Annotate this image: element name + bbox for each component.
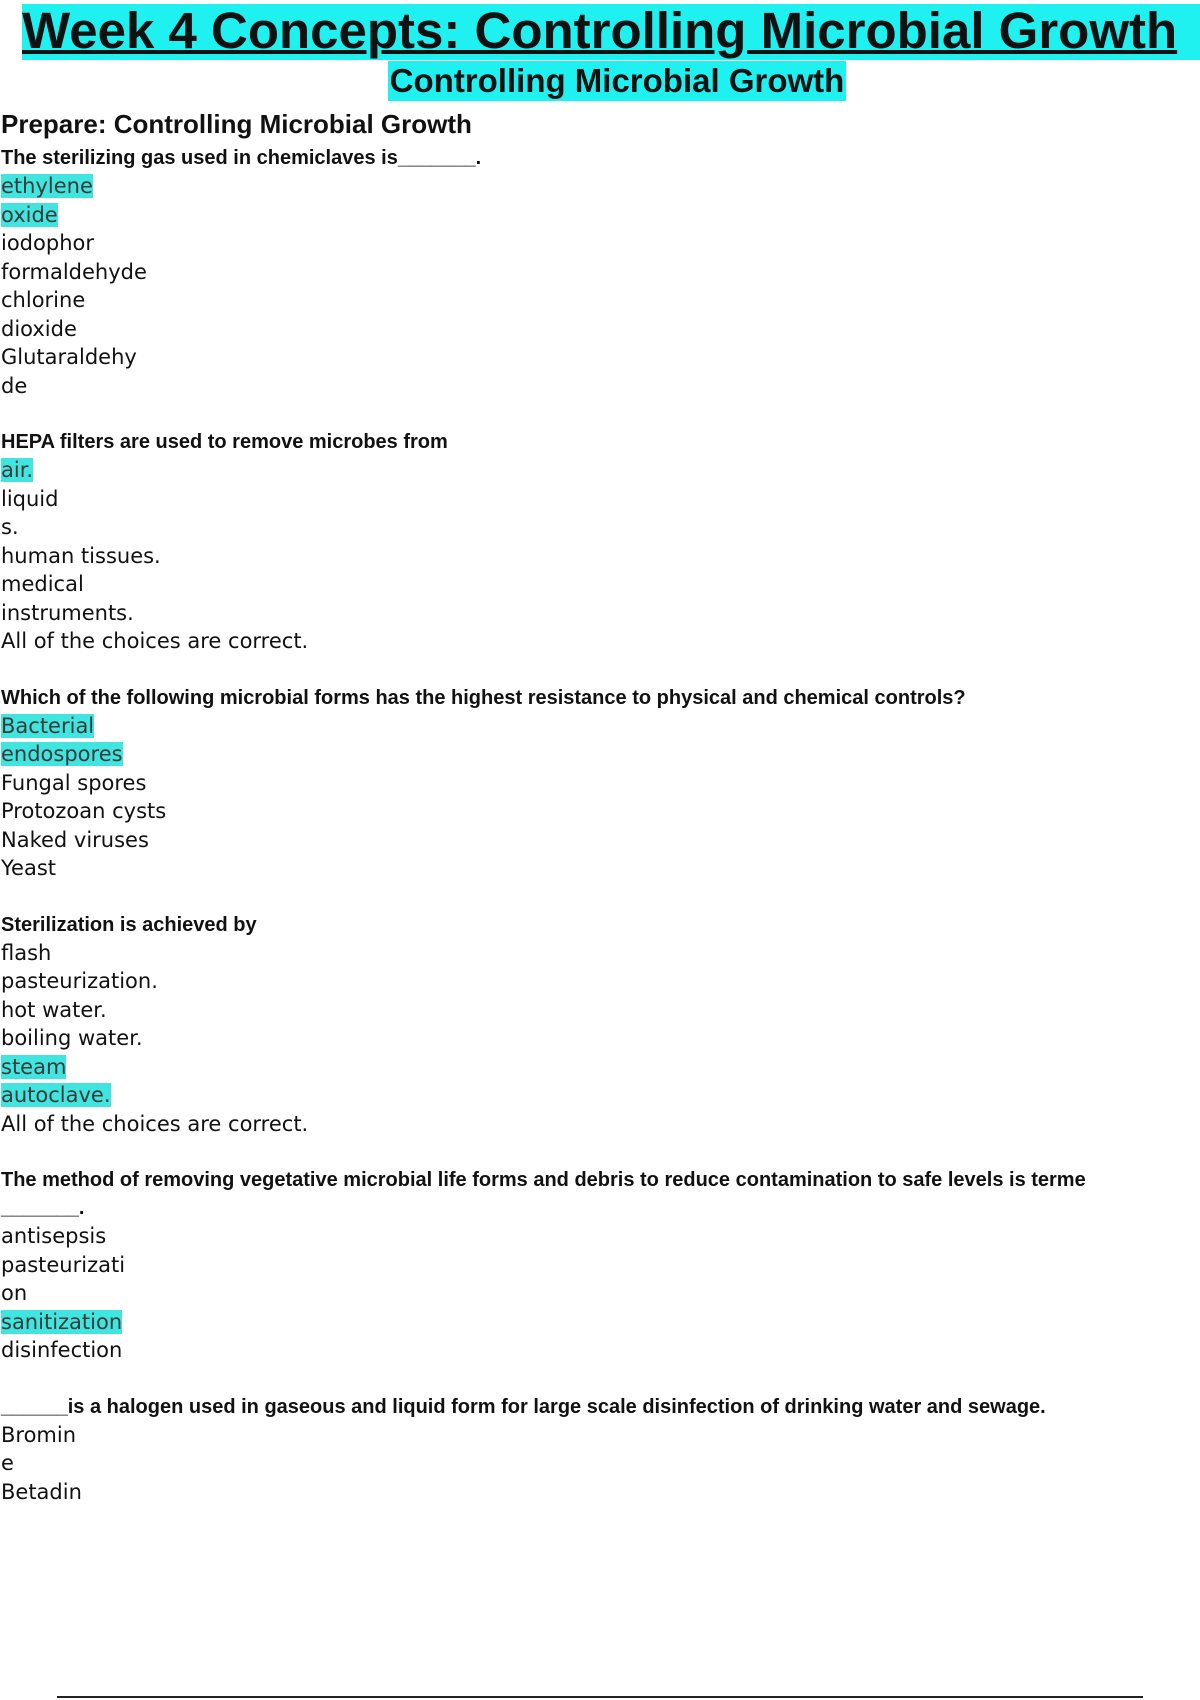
choice-text: boiling water.	[1, 1026, 143, 1050]
answer-choice	[1, 343, 1200, 372]
choice-text: pasteurizati	[1, 1252, 126, 1277]
document-content	[1, 106, 1200, 1534]
question-text: Which of the following microbial forms has the highest resistance to physical and chemical controls?	[1, 686, 966, 709]
choice-text: sanitization	[1, 1309, 123, 1334]
answer-choice	[1, 627, 1200, 656]
answer-choice	[1, 996, 1200, 1025]
choice-text: All of the choices are correct.	[1, 629, 309, 653]
choice-text: s.	[1, 515, 19, 539]
answer-choice	[1, 1024, 1200, 1053]
answer-choice-correct	[1, 1081, 1200, 1110]
choice-text: Betadin	[1, 1479, 82, 1504]
answer-choice-correct	[1, 712, 1200, 741]
answer-choice	[1, 286, 1200, 315]
choice-text: antisepsis	[1, 1224, 107, 1248]
answer-choice-correct	[1, 740, 1200, 769]
choice-text: disinfection	[1, 1338, 123, 1362]
answer-choice	[1, 485, 1200, 514]
answer-choice-correct	[1, 172, 1200, 201]
answer-choice	[1, 1336, 1200, 1365]
choice-text: liquid	[1, 486, 59, 511]
answer-choice	[1, 229, 1200, 258]
answer-choice	[1, 1279, 1200, 1308]
answer-choice	[1, 854, 1200, 883]
answer-choice	[1, 315, 1200, 344]
choice-text: oxide	[1, 202, 58, 227]
answer-choice	[1, 570, 1200, 599]
choice-text: autoclave.	[1, 1083, 111, 1107]
answer-choice-correct	[1, 201, 1200, 230]
answer-choice	[1, 372, 1200, 401]
choice-text: Glutaraldehy	[1, 345, 137, 369]
question-text: HEPA filters are used to remove microbes from	[1, 431, 448, 453]
page-subtitle: Controlling Microbial Growth	[389, 62, 845, 99]
choice-text: e	[1, 1451, 14, 1475]
question-text: Sterilization is achieved by	[1, 913, 257, 936]
answer-choice	[1, 599, 1200, 628]
choice-text: Yeast	[1, 856, 57, 880]
choice-text: flash	[1, 940, 52, 965]
choice-text: Bacterial	[1, 713, 95, 738]
answer-choice	[1, 769, 1200, 798]
choice-text: de	[1, 373, 28, 398]
page-title: Week 4 Concepts: Controlling Microbial Growth	[22, 4, 1178, 59]
choice-text: pasteurization.	[1, 969, 158, 993]
question-block	[1, 1166, 1200, 1365]
choice-text: All of the choices are correct.	[1, 1111, 309, 1136]
section-heading: Prepare: Controlling Microbial Growth	[1, 109, 472, 139]
choice-text: ethylene	[1, 174, 93, 198]
choice-text: on	[1, 1281, 28, 1305]
choice-text: Fungal spores	[1, 770, 147, 795]
answer-choice	[1, 258, 1200, 287]
choice-text: endospores	[1, 742, 123, 766]
choice-text: dioxide	[1, 316, 77, 341]
choice-text: medical	[1, 572, 84, 596]
choice-text: iodophor	[1, 231, 94, 255]
choice-text: steam	[1, 1054, 67, 1079]
choice-text: formaldehyde	[1, 259, 147, 284]
question-block	[1, 1393, 1200, 1507]
choice-text: Naked viruses	[1, 827, 149, 852]
question-text: The method of removing vegetative microbial life forms and debris to reduce contamination to safe levels is terme	[1, 1169, 1086, 1191]
choice-text: human tissues.	[1, 543, 161, 568]
choice-text: chlorine	[1, 288, 86, 312]
choice-text: instruments.	[1, 600, 134, 625]
answer-choice	[1, 967, 1200, 996]
answer-choice-correct	[1, 456, 1200, 485]
choice-text: Protozoan cysts	[1, 799, 167, 823]
answer-choice-correct	[1, 1053, 1200, 1082]
answer-choice	[1, 1478, 1200, 1507]
subtitle-container	[0, 61, 1200, 101]
answer-choice	[1, 1251, 1200, 1280]
title-highlight	[22, 4, 1200, 60]
choice-text: Bromin	[1, 1422, 77, 1447]
answer-choice	[1, 1421, 1200, 1450]
question-block	[1, 911, 1200, 1139]
footer-divider	[57, 1696, 1143, 1698]
answer-choice	[1, 939, 1200, 968]
answer-choice-correct	[1, 1308, 1200, 1337]
question-block	[1, 428, 1200, 656]
answer-choice	[1, 513, 1200, 542]
answer-choice	[1, 542, 1200, 571]
question-block	[1, 684, 1200, 883]
question-text: ______is a halogen used in gaseous and liquid form for large scale disinfection of drinking water and sewage.	[1, 1395, 1046, 1418]
question-list	[1, 144, 1200, 1506]
choice-text: hot water.	[1, 997, 107, 1022]
choice-text: air.	[1, 458, 34, 482]
question-text: The sterilizing gas used in chemiclaves is_______.	[1, 147, 482, 169]
question-blank: _______.	[1, 1197, 85, 1219]
answer-choice	[1, 1449, 1200, 1478]
answer-choice	[1, 797, 1200, 826]
answer-choice	[1, 1222, 1200, 1251]
answer-choice	[1, 826, 1200, 855]
answer-choice	[1, 1110, 1200, 1139]
question-block	[1, 144, 1200, 400]
